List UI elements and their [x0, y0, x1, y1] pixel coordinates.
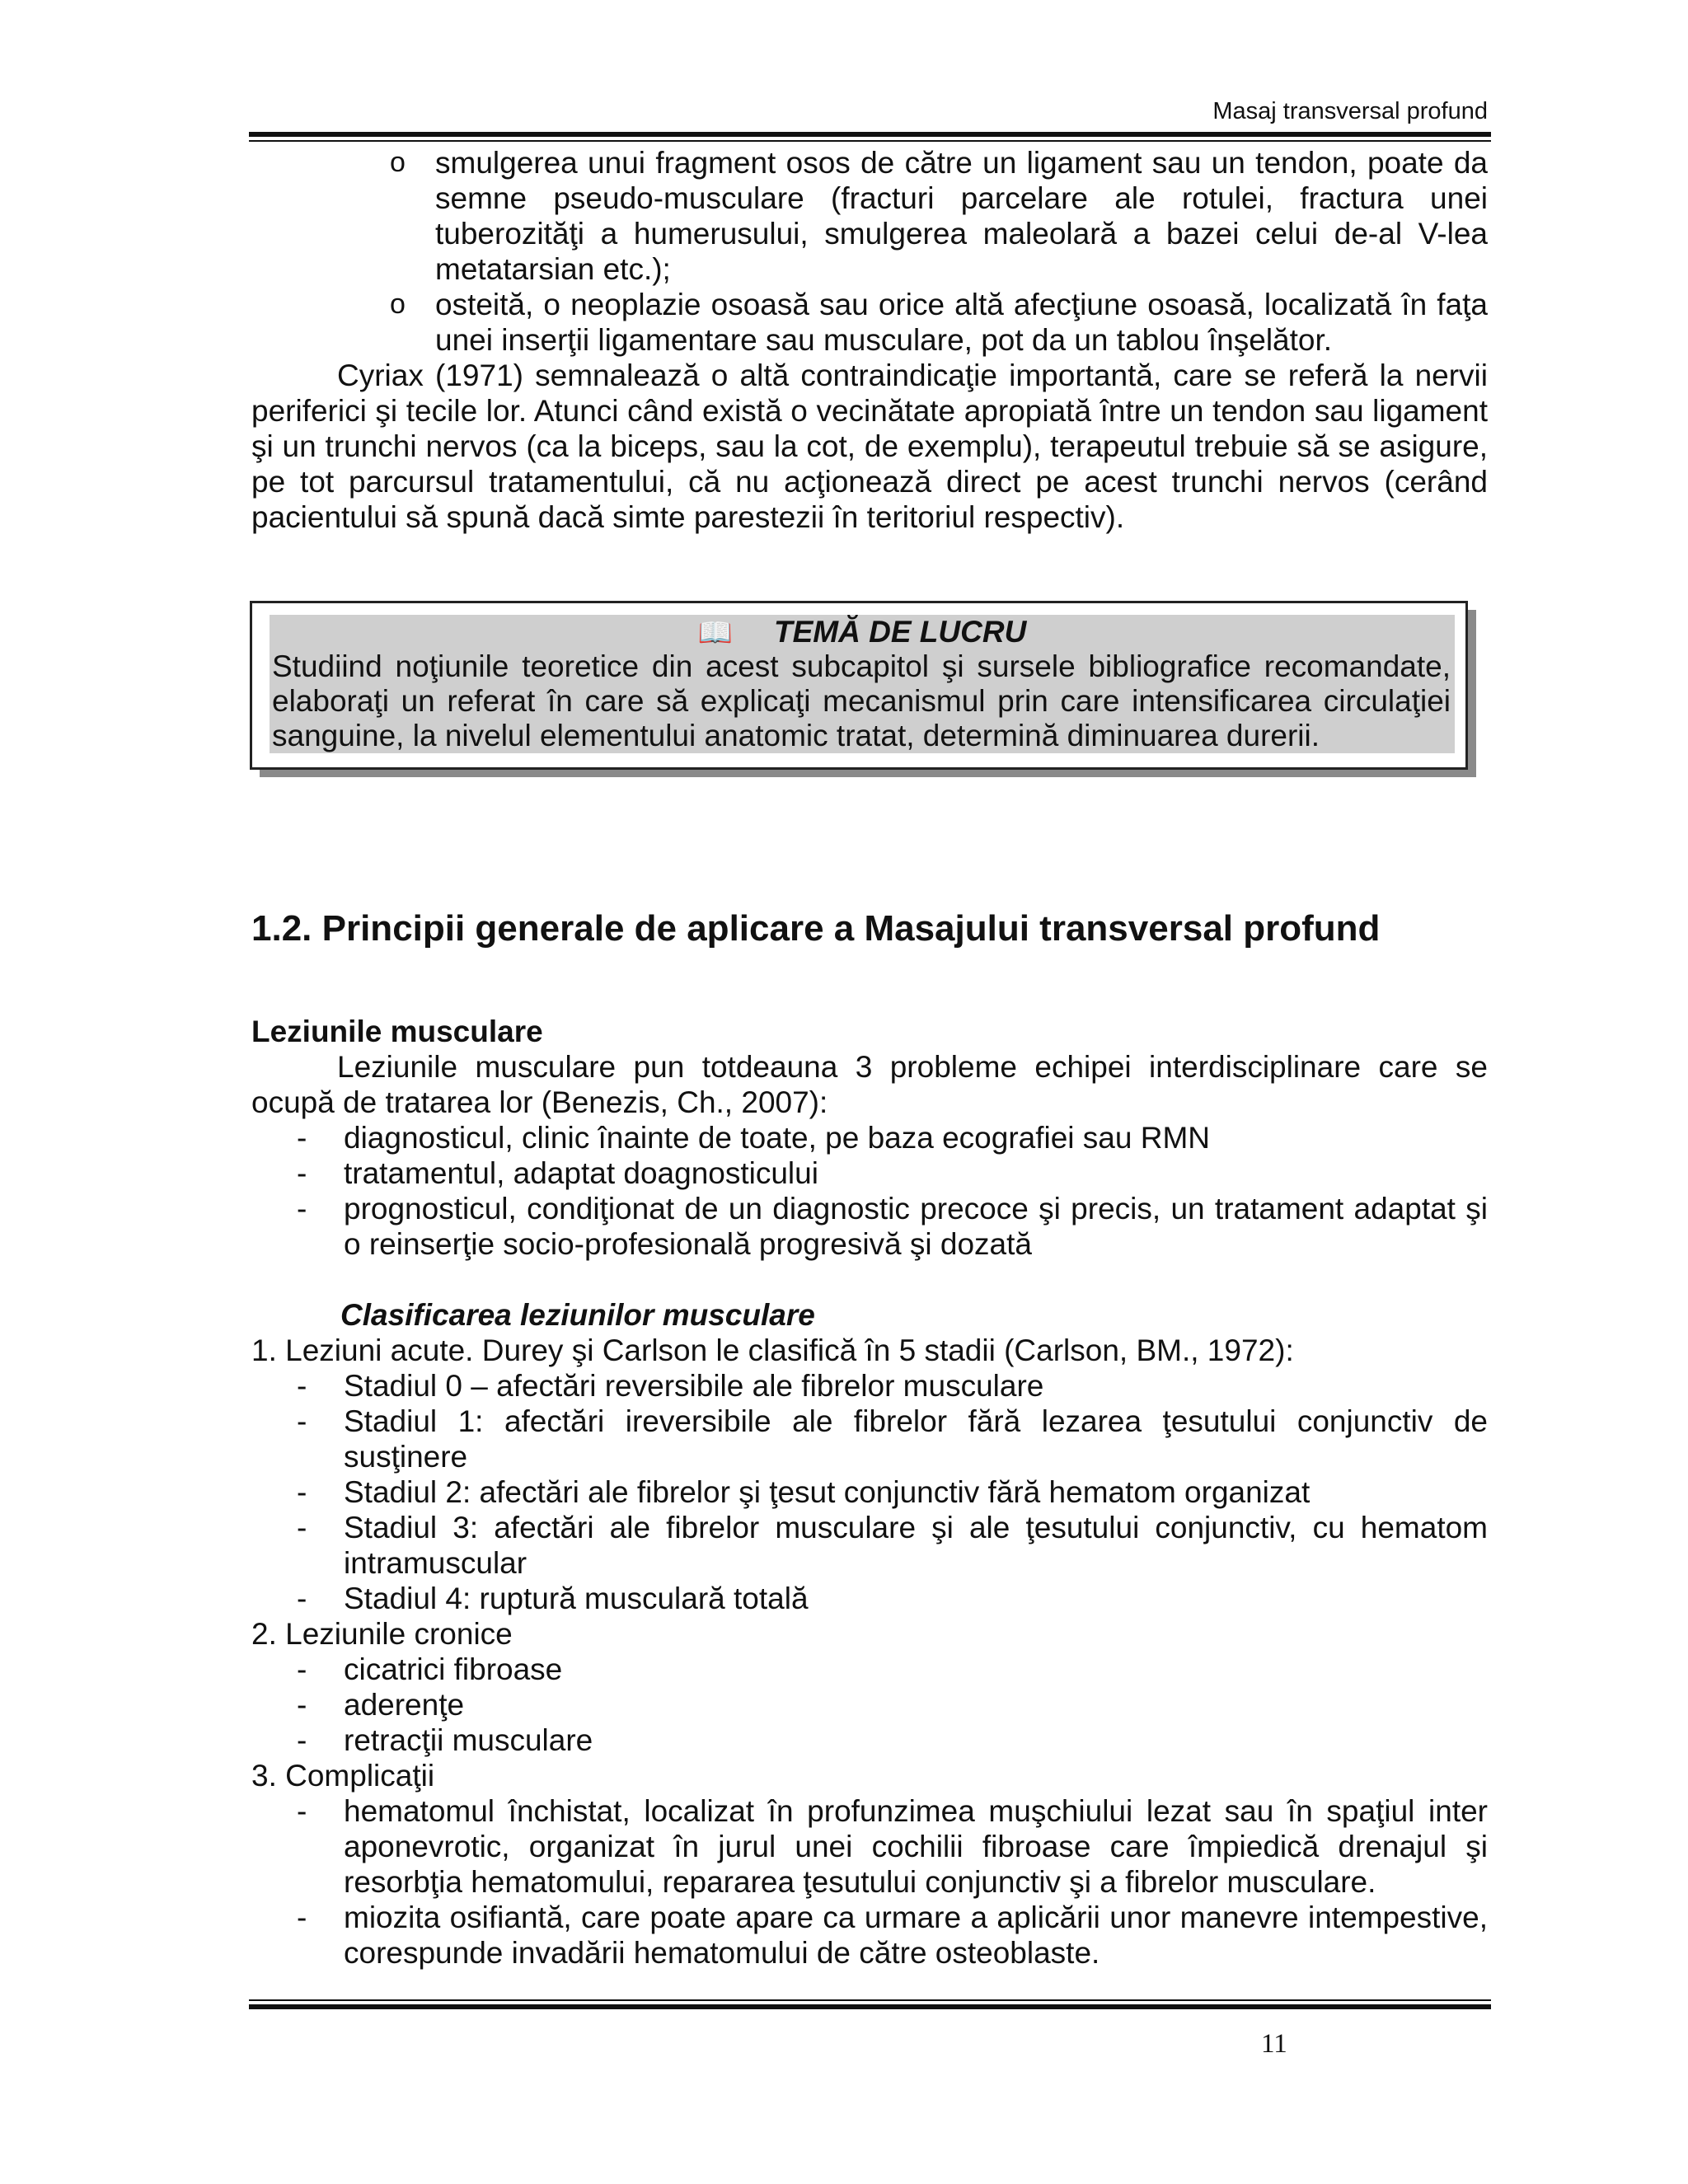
list-item-text: cicatrici fibroase: [344, 1652, 563, 1686]
task-box-title: [270, 615, 1455, 650]
main-body: [251, 1049, 1488, 1971]
list-item: [251, 1120, 1488, 1155]
list-item: [251, 145, 1488, 287]
list-item: [251, 1155, 1488, 1191]
list-item: [251, 1191, 1488, 1262]
top-bullet-list: [251, 145, 1488, 358]
list-item-text: Stadiul 1: afectări ireversibile ale fibrelor fără lezarea ţesutului conjunctiv de susţinere: [344, 1404, 1488, 1474]
list-item: [251, 1722, 1488, 1758]
running-header-title: Masaj transversal profund: [1212, 98, 1488, 124]
list-item: [251, 1474, 1488, 1510]
list-item: [251, 1368, 1488, 1404]
list-item: [251, 1900, 1488, 1971]
list-item: [251, 1793, 1488, 1900]
list-item: [251, 1652, 1488, 1687]
list-item: [251, 1687, 1488, 1722]
dash-bullet: -: [297, 1900, 307, 1934]
list-item-text: Stadiul 0 – afectări reversibile ale fibrelor musculare: [344, 1369, 1044, 1403]
circle-bullet: o: [390, 147, 406, 178]
footer-rule-thick: [249, 2004, 1491, 2009]
spacer: [251, 1262, 1488, 1297]
dash-bullet: -: [297, 1156, 307, 1190]
list-item-text: retracţii musculare: [344, 1723, 593, 1757]
list-item-text: diagnosticul, clinic înainte de toate, pe baza ecografiei sau RMN: [344, 1121, 1210, 1155]
list-item: [251, 1404, 1488, 1474]
list-item-text: prognosticul, condiţionat de un diagnostic precoce şi precis, un tratament adaptat şi o reinserţie socio-profesională progresivă şi dozată: [344, 1192, 1488, 1261]
header-rule-thin: [249, 140, 1491, 142]
classification-title: Clasificarea leziunilor musculare: [340, 1298, 815, 1332]
circle-bullet: o: [390, 288, 406, 320]
list-item-text: aderenţe: [344, 1688, 465, 1722]
list-item-text: tratamentul, adaptat doagnosticului: [344, 1156, 818, 1190]
list-item: [251, 1510, 1488, 1581]
task-box-text: Studiind noţiunile teoretice din acest subcapitol şi sursele bibliografice recomandate, elaboraţi un referat în care să explicaţi mecanismul prin care intensificarea circulaţiei sanguine, la nivelul elementului anatomic tratat, determină diminuarea durerii.: [272, 649, 1451, 752]
footer-rule-thin: [249, 1999, 1491, 2001]
dash-bullet: -: [297, 1121, 307, 1155]
dash-bullet: -: [297, 1582, 307, 1615]
list-item-text: miozita osifiantă, care poate apare ca urmare a aplicării unor manevre intempestive, corespunde invadării hematomului de către osteoblaste.: [344, 1900, 1488, 1970]
cyriax-paragraph-block: [251, 358, 1488, 535]
bullet-line: tuberozităţi a humerusului, smulgerea maleolară a bazei celui de-al V-lea: [435, 217, 1488, 251]
intro-paragraph: Leziunile musculare pun totdeauna 3 probleme echipei interdisciplinare care se ocupă de tratarea lor (Benezis, Ch., 2007):: [251, 1050, 1488, 1119]
list-item-text: Stadiul 4: ruptură musculară totală: [344, 1582, 809, 1615]
dash-bullet: -: [297, 1652, 307, 1686]
bullet-line: metatarsian etc.);: [435, 252, 671, 286]
list-item: [251, 1581, 1488, 1616]
list-item-text: Stadiul 3: afectări ale fibrelor musculare şi ale ţesutului conjunctiv, cu hematom intramuscular: [344, 1511, 1488, 1580]
cyriax-paragraph: Cyriax (1971) semnalează o altă contraindicaţie importantă, care se referă la nervii periferici şi tecile lor. Atunci când există o vecinătate apropiată între un tendon sau ligament şi un trunchi nervos (ca la biceps, sau la cot, de exemplu), terapeutul trebuie să se asigure, pe tot parcursul tratamentului, că nu acţionează direct pe acest trunchi nervos (cerând pacientului să spună dacă simte parestezii în teritoriul respectiv).: [251, 359, 1488, 534]
dash-bullet: -: [297, 1192, 307, 1226]
dash-bullet: -: [297, 1688, 307, 1722]
list-item-text: hematomul închistat, localizat în profunzimea muşchiului lezat sau în spaţiul inter aponevrotic, organizat în jurul unei cochilii fibroase care împiedică drenajul şi resorbţia hematomului, repararea ţesutului conjunctiv şi a fibrelor musculare.: [344, 1794, 1488, 1899]
bullet-line: semne pseudo-musculare (fracturi parcelare ale rotulei, fractura unei: [435, 181, 1488, 215]
group-heading: 3. Complicaţii: [251, 1759, 435, 1793]
task-box-title-text: TEMĂ DE LUCRU: [774, 615, 1027, 649]
subheading-leziunile-musculare: Leziunile musculare: [251, 1015, 543, 1048]
dash-bullet: -: [297, 1511, 307, 1544]
group-heading: 2. Leziunile cronice: [251, 1617, 513, 1651]
bullet-line: smulgerea unui fragment osos de către un ligament sau un tendon, poate da: [435, 146, 1488, 180]
section-title: 1.2. Principii generale de aplicare a Masajului transversal profund: [251, 908, 1381, 949]
dash-bullet: -: [297, 1475, 307, 1509]
dash-bullet: -: [297, 1369, 307, 1403]
list-item-text: Stadiul 2: afectări ale fibrelor şi ţesut conjunctiv fără hematom organizat: [344, 1475, 1311, 1509]
bullet-line: unei inserţii ligamentare sau musculare, pot da un tablou înşelător.: [435, 323, 1333, 357]
dash-bullet: -: [297, 1404, 307, 1438]
bullet-line: osteită, o neoplazie osoasă sau orice altă afecţiune osoasă, localizată în faţa: [435, 288, 1488, 321]
dash-bullet: -: [297, 1723, 307, 1757]
book-icon: 📖: [697, 617, 734, 649]
page-number: 11: [1261, 2029, 1287, 2059]
dash-bullet: -: [297, 1794, 307, 1828]
task-box-body: [272, 649, 1451, 753]
list-item: [251, 287, 1488, 358]
header-rule-thick: [249, 132, 1491, 137]
group-heading: 1. Leziuni acute. Durey şi Carlson le clasifică în 5 stadii (Carlson, BM., 1972):: [251, 1333, 1294, 1367]
